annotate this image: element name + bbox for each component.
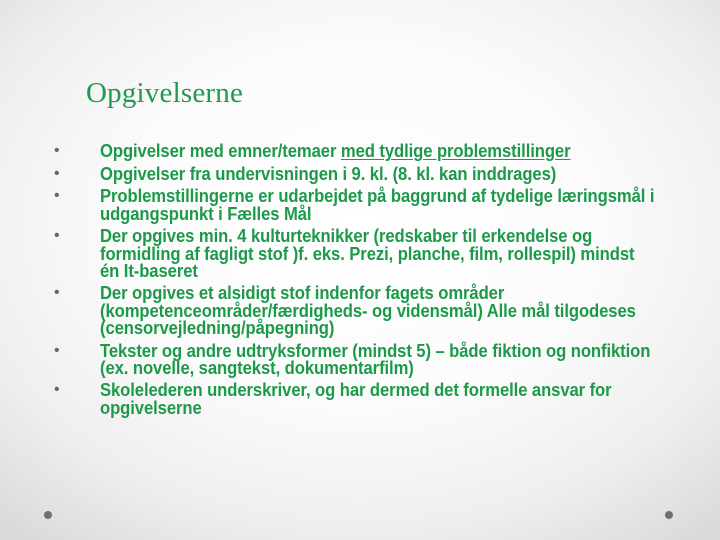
list-item xyxy=(54,379,654,418)
list-item xyxy=(54,185,655,224)
bullet-text: Tekster og andre udtryksformer (mindst 5) – både fiktion og nonfiktion (ex. novelle, sangtekst, dokumentarfilm) xyxy=(100,339,651,378)
bullet-text: Opgivelser fra undervisningen i 9. kl. (8. kl. kan inddrages) xyxy=(100,162,557,184)
bullet-icon: • xyxy=(54,284,60,302)
bullet-icon: • xyxy=(54,341,60,359)
bullet-text: Problemstillingerne er udarbejdet på baggrund af tydelige læringsmål i udgangspunkt i Fælles Mål xyxy=(100,185,655,224)
bullet-icon: • xyxy=(54,227,60,245)
decor-dot-right-icon xyxy=(665,511,673,519)
bullet-text-part: Opgivelser med emner/temaer xyxy=(100,140,341,161)
list-item xyxy=(54,339,654,378)
bullet-icon: • xyxy=(54,381,60,399)
bullet-icon: • xyxy=(54,164,60,182)
bullet-text xyxy=(100,142,658,159)
underlined-text: med tydlige problemstillinger xyxy=(340,140,571,161)
bullet-icon: • xyxy=(54,142,60,159)
list-item xyxy=(54,142,654,159)
list-item xyxy=(54,227,654,279)
decor-dot-left-icon xyxy=(44,511,52,519)
bullet-text: Der opgives min. 4 kulturteknikker (redskaber til erkendelse og formidling af fagligt stof )f. eks. Prezi, planche, film, rollespil) mindst én It-baseret xyxy=(100,225,635,281)
list-item xyxy=(54,162,654,184)
slide-title: Opgivelserne xyxy=(86,77,244,109)
bullet-icon: • xyxy=(54,187,60,205)
bullet-list xyxy=(54,142,654,421)
bullet-text: Skolelederen underskriver, og har dermed det formelle ansvar for opgivelserne xyxy=(100,379,612,418)
list-item xyxy=(54,284,654,336)
bullet-text: Der opgives et alsidigt stof indenfor fagets områder (kompetenceområder/færdigheds- og vidensmål) Alle mål tilgodeses (censorvejledning/påpegning) xyxy=(100,282,636,338)
